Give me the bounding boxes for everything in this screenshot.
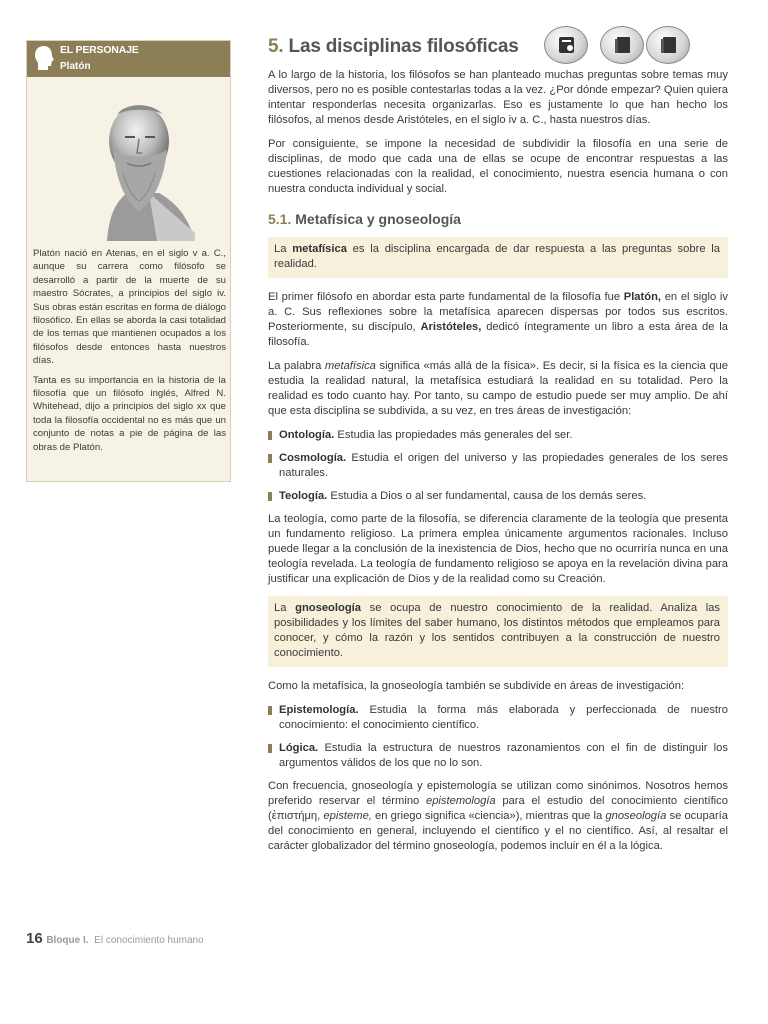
list-item-term: Ontología. (279, 429, 335, 441)
paragraph: La teología, como parte de la filosofía, se diferencia claramente de la teología que presenta un fundamento religioso. La primera emplea únicamente argumentos racionales. Incluso puede llegar a la conclusión de la inexistencia de Dios, hecho que no ocurriría nunca en una teología revelada. La teología de fundamento religioso se apoya en la revelación divina para justificar una explicación de Dios y de la realidad como su Creación. (268, 513, 728, 585)
sidebar-paragraph: Platón nació en Atenas, en el siglo v a. C., aunque su carrera como filósofo se desarrolló a partir de la muerte de su maestro Sócrates, a principios del siglo iv. Sus obras están escritas en forma de diálogo filosófico. En ellas se aborda la casi totalidad de los temas que mantienen ocupados a los filósofos desde entonces hasta nuestros días. (33, 248, 226, 367)
list-item-text: Estudia el origen del universo y las propiedades generales de los seres naturales. (279, 452, 728, 479)
paragraph (268, 779, 728, 854)
definition-term: metafísica (292, 243, 347, 255)
list-item-term: Epistemología. (279, 704, 359, 716)
list-item (268, 451, 728, 481)
bullet-marker (268, 454, 272, 463)
bold-text: Aristóteles, (420, 321, 482, 333)
head-profile-icon (33, 45, 55, 71)
sidebar-label: EL PERSONAJE (60, 44, 139, 56)
bullet-marker (268, 744, 272, 753)
list-item (268, 703, 728, 733)
block-label: Bloque I. (46, 935, 89, 946)
block-title: El conocimiento humano (94, 935, 204, 946)
bullet-marker (268, 492, 272, 501)
list-item-term: Teología. (279, 490, 328, 502)
book-icon (659, 35, 679, 55)
book-button-2[interactable] (646, 26, 690, 64)
italic-text: metafísica (324, 360, 376, 372)
definition-text: se ocupa de nuestro conocimiento de la realidad. Analiza las posibilidades y los límites del saber humano, los distintos métodos que empleamos para conocer, y cómo la razón y los sentidos contribuyen a la construcción de nuestro conocimiento. (274, 602, 720, 659)
bullet-marker (268, 706, 272, 715)
paragraph: Como la metafísica, la gnoseología también se subdivide en áreas de investigación: (268, 680, 685, 692)
italic-text: epistemología (425, 795, 496, 807)
definition-box-gnoseologia (268, 596, 728, 667)
list-item-term: Cosmología. (279, 452, 347, 464)
text-run: en griego significa «ciencia»), mientras que la (371, 810, 606, 822)
page-footer (26, 930, 204, 947)
notebook-icon (557, 35, 577, 55)
section-title-row (268, 36, 728, 68)
text-run: para el estudio del conocimiento científico (ἐπιστήμη, (268, 795, 728, 822)
definition-text: La (274, 243, 293, 255)
text-run: significa «más allá de la física». Es decir, si la física es la ciencia que estudia la realidad natural, la metafísica estudiará la realidad en su totalidad. Pero la realidad es todo cuanto hay. Por tanto, su campo de estudio puede ser muy amplio. De ahí que esta disciplina se subdivida, a su vez, en tres áreas de investigación: (268, 360, 728, 417)
italic-text: gnoseología (605, 810, 667, 822)
sidebar-header (27, 41, 230, 77)
text-run: La palabra (268, 360, 325, 372)
text-run: en el siglo iv a. C. Sus reflexiones sobre la metafísica aparecen dispersas por todos sus escritos. Posteriormente, su discípulo, (268, 291, 728, 333)
list-item (268, 428, 728, 443)
character-sidebar (26, 40, 231, 482)
page-number: 16 (26, 930, 43, 947)
bold-text: Platón, (623, 291, 662, 303)
sidebar-character-name: Platón (60, 61, 91, 72)
section-title (268, 36, 519, 58)
definition-box-metafisica (268, 237, 728, 278)
text-run: El primer filósofo en abordar esta parte fundamental de la filosofía fue (268, 291, 624, 303)
subsection-title-text: Metafísica y gnoseología (295, 211, 461, 227)
list-item (268, 489, 728, 504)
list-item (268, 741, 728, 771)
list-item-text: Estudia a Dios o al ser fundamental, causa de los demás seres. (327, 490, 647, 502)
subsection-number: 5.1. (268, 211, 292, 227)
list-item-term: Lógica. (279, 742, 319, 754)
paragraph: A lo largo de la historia, los filósofos se han planteado muchas preguntas sobre temas muy diversos, pero no es posible contestarlas todas a la vez. ¿Por dónde empezar? Quien quiera intentar responderlas necesita organizarlas. Eso es justamente lo que han hecho los filósofos, al menos desde Aristóteles, en el siglo iv a. C., hasta nuestros días. (268, 69, 728, 126)
list-item-text: Estudia la estructura de nuestros razonamientos con el fin de distinguir los argumentos válidos de los que no lo son. (279, 742, 728, 769)
sidebar-biography (33, 247, 226, 460)
section-number: 5. (268, 36, 284, 57)
book-icon (613, 35, 633, 55)
italic-text: episteme, (323, 810, 372, 822)
definition-term: gnoseología (295, 602, 361, 614)
bullet-marker (268, 431, 272, 440)
plato-bust-image (87, 93, 199, 241)
list-item-text: Estudia las propiedades más generales del ser. (334, 429, 573, 441)
list-item-text: Estudia la forma más elaborada y perfeccionada de nuestro conocimiento: el conocimiento científico. (279, 704, 728, 731)
book-button[interactable] (600, 26, 644, 64)
subsection-title (268, 211, 728, 227)
notebook-button[interactable] (544, 26, 588, 64)
text-run: Con frecuencia, gnoseología y epistemología se utilizan como sinónimos. Nosotros hemos preferido reservar el término (268, 780, 728, 807)
paragraph (268, 359, 728, 419)
main-content (268, 36, 728, 863)
section-title-text: Las disciplinas filosóficas (288, 36, 519, 57)
sidebar-paragraph: Tanta es su importancia en la historia de la filosofía que un filósofo inglés, Alfred N. Whitehead, dijo a principios del siglo xx que toda la filosofía occidental no es más que un conjunto de notas a pie de página de las obras de Platón. (33, 374, 226, 453)
text-run: se ocuparía del conocimiento en general, incluyendo el científico y el no científico. Así, al resaltar el carácter globalizador del término gnoseología, podemos incluir en él a la lógica. (268, 810, 728, 852)
definition-text: es la disciplina encargada de dar respuesta a las preguntas sobre la realidad. (274, 243, 720, 270)
paragraph: Por consiguiente, se impone la necesidad de subdividir la filosofía en una serie de disciplinas, de modo que cada una de ellas se ocupe de encontrar respuestas a las cuestiones relacionadas con la realidad, el conocimiento, nuestra esencia humana o con nuestra conducta individual y social. (268, 138, 728, 195)
paragraph (268, 290, 728, 350)
text-run: dedicó íntegramente un libro a esta área de la filosofía. (268, 321, 728, 348)
definition-text: La (274, 602, 296, 614)
